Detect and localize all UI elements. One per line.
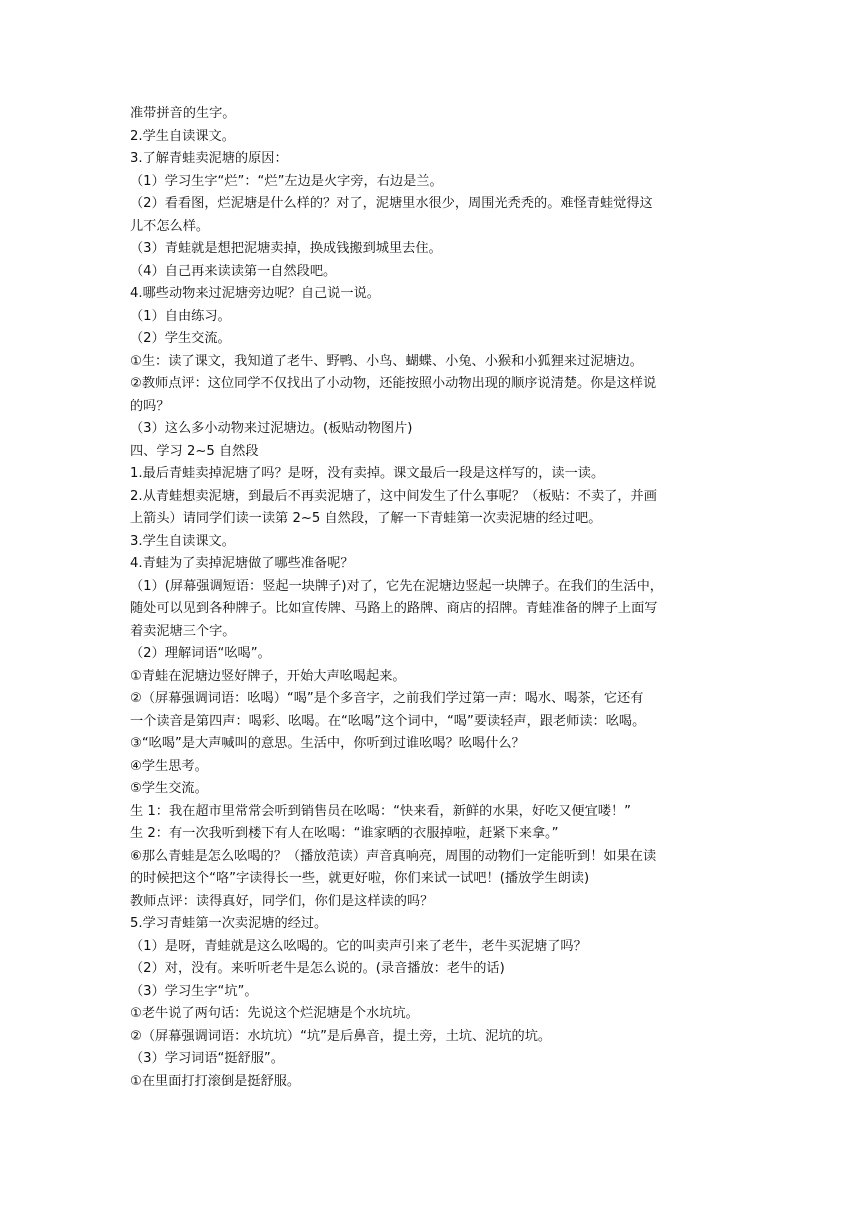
text-line: 2.学生自读课文。 [130,128,235,144]
text-line: ⑥那么青蛙是怎么吆喝的？（播放范读）声音真响亮，周围的动物们一定能听到！如果在读 [130,848,657,864]
text-line: 上箭头）请同学们读一读第 2~5 自然段，了解一下青蛙第一次卖泥塘的经过吧。 [130,511,602,526]
text-line: 四、学习 2~5 自然段 [130,443,259,459]
text-line: ⑤学生交流。 [130,781,208,796]
text-line: ①生：读了课文，我知道了老牛、野鸭、小鸟、蝴蝶、小兔、小猴和小狐狸来过泥塘边。 [130,353,643,369]
text-line: （2）理解词语“吆喝”。 [130,646,271,661]
text-line: 1.最后青蛙卖掉泥塘了吗？是呀，没有卖掉。课文最后一段是这样写的，读一读。 [130,466,605,481]
text-line: 教师点评：读得真好，同学们，你们是这样读的吗？ [130,893,434,909]
text-line: （3）学习生字“坑”。 [130,983,258,999]
text-line: 的时候把这个“咯”字读得长一些，就更好啦，你们来试一试吧！(播放学生朗读) [130,871,590,886]
text-line: ④学生思考。 [130,758,208,774]
text-line: 4.哪些动物来过泥塘旁边呢？自己说一说。 [130,286,380,301]
document-body [130,103,730,1093]
text-line: 5.学习青蛙第一次卖泥塘的经过。 [130,916,328,931]
text-line: （1）(屏幕强调短语：竖起一块牌子)对了，它先在泥塘边竖起一块牌子。在我们的生活中， [130,578,663,594]
text-line: （1）学习生字“烂”：“烂”左边是火字旁，右边是兰。 [130,173,443,189]
text-line: 一个读音是第四声：喝彩、吆喝。在“吆喝”这个词中，“喝”要读轻声，跟老师读：吆喝。 [130,713,646,729]
text-line: （2）对，没有。来听听老牛是怎么说的。(录音播放：老牛的话) [130,961,505,976]
text-line: （3）青蛙就是想把泥塘卖掉，换成钱搬到城里去住。 [130,241,442,256]
text-line: 生 1：我在超市里常常会听到销售员在吆喝：“快来看，新鲜的水果，好吃又便宜喽！” [130,803,631,819]
text-line: （2）学生交流。 [130,331,231,346]
text-line: 着卖泥塘三个字。 [130,623,236,639]
text-line: ①在里面打打滚倒是挺舒服。 [130,1073,301,1089]
text-line: ②（屏幕强调词语：水坑坑）“坑”是后鼻音，提土旁，土坑、泥坑的坑。 [130,1028,552,1044]
text-line: 随处可以见到各种牌子。比如宣传牌、马路上的路牌、商店的招牌。青蛙准备的牌子上面写 [130,601,658,616]
text-line: （4）自己再来读读第一自然段吧。 [130,263,337,279]
text-line: ①老牛说了两句话：先说这个烂泥塘是个水坑坑。 [130,1006,419,1021]
text-line: （1）自由练习。 [130,308,231,324]
text-line: ②（屏幕强调词语：吆喝）“喝”是个多音字，之前我们学过第一声：喝水、喝茶，它还有 [130,691,644,706]
text-line: ②教师点评：这位同学不仅找出了小动物，还能按照小动物出现的顺序说清楚。你是这样说 [130,376,657,391]
text-line: 2.从青蛙想卖泥塘，到最后不再卖泥塘了，这中间发生了什么事呢？（板贴：不卖了，并画 [130,488,657,504]
text-line: 儿不怎么样。 [130,218,210,234]
text-line: 生 2：有一次我听到楼下有人在吆喝：“谁家晒的衣服掉啦，赶紧下来拿。” [130,826,559,841]
text-line: 的吗？ [130,398,170,414]
text-line: （1）是呀，青蛙就是这么吆喝的。它的叫卖声引来了老牛，老牛买泥塘了吗？ [130,938,587,954]
text-line: 4.青蛙为了卖掉泥塘做了哪些准备呢？ [130,556,354,571]
text-line: 准带拼音的生字。 [130,106,236,121]
text-line: ①青蛙在泥塘边竖好牌子，开始大声吆喝起来。 [130,668,406,684]
text-line: 3.学生自读课文。 [130,533,235,549]
text-line: （2）看看图，烂泥塘是什么样的？对了，泥塘里水很少，周围光秃秃的。难怪青蛙觉得这 [130,196,653,211]
text-line: （3）这么多小动物来过泥塘边。(板贴动物图片) [130,421,413,436]
text-line: 3.了解青蛙卖泥塘的原因： [130,151,288,166]
text-line: ③“吆喝”是大声喊叫的意思。生活中，你听到过谁吆喝？吆喝什么？ [130,736,525,751]
text-line: （3）学习词语“挺舒服”。 [130,1051,284,1066]
